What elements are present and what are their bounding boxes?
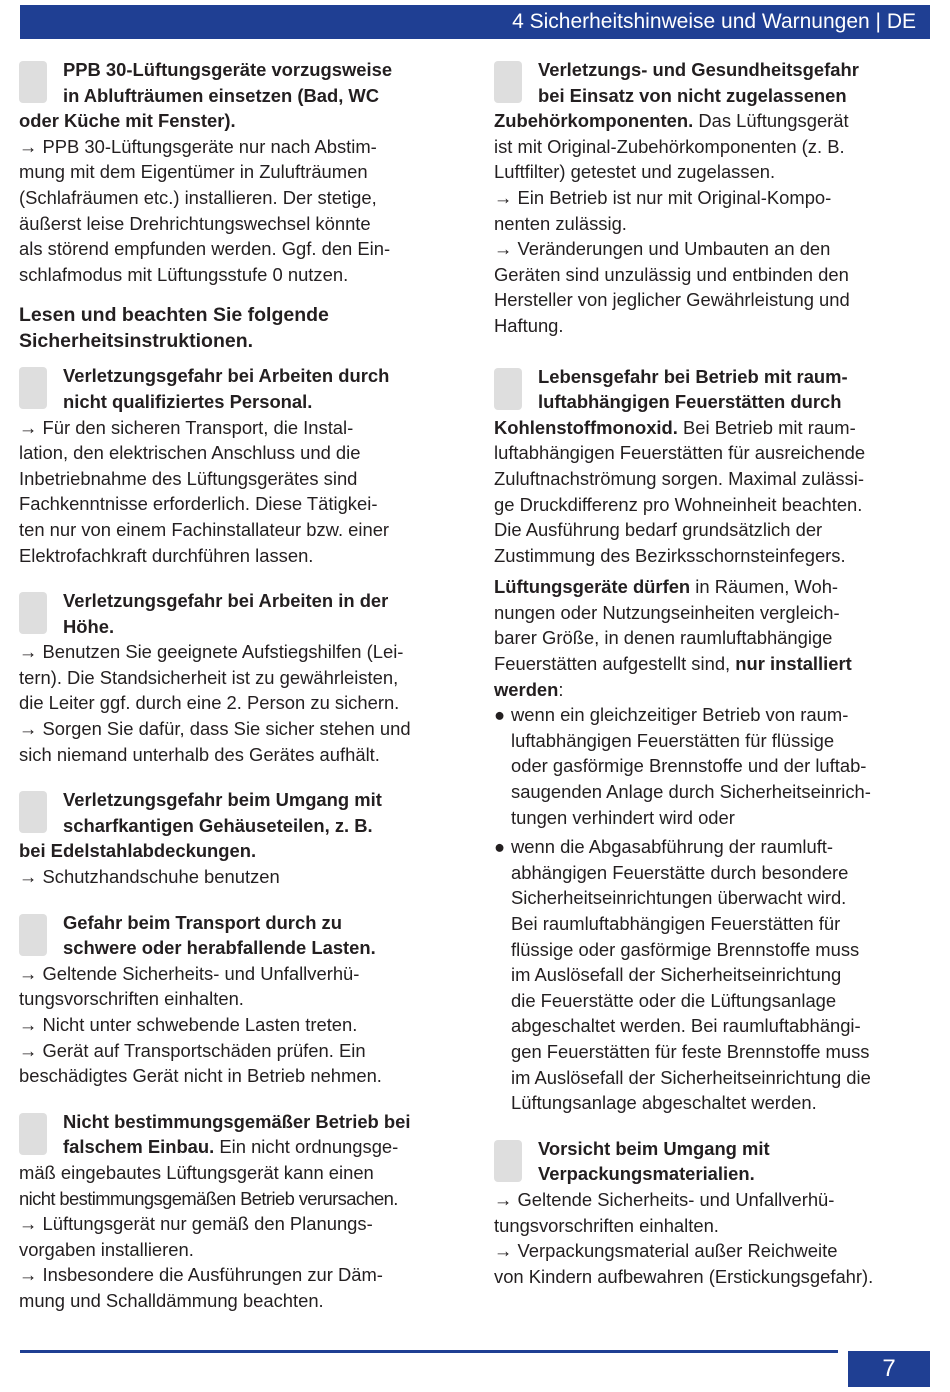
warning-packaging-materials xyxy=(494,1136,934,1290)
warning-title: Verletzungsgefahr bei Arbeiten durch nicht qualifiziertes Personal. xyxy=(63,365,390,412)
warning-heavy-loads xyxy=(19,910,459,1089)
warning-title: Lebensgefahr bei Betrieb mit raum- luftabhängigen Feuerstätten durch Kohlenstoffmonoxid. Bei Betrieb mit raum- xyxy=(494,365,856,438)
warning-symbol-icon xyxy=(19,61,47,103)
warning-body: → Benutzen Sie geeignete Aufstiegshilfen (Lei- tern). Die Standsicherheit ist zu gewährleisten, die Leiter ggf. durch eine 2. Person zu sichern. → Sorgen Sie dafür, dass Sie sicher stehen und sich niemand unterhalb des Gerätes aufhält. xyxy=(19,641,411,765)
left-column xyxy=(19,57,459,1314)
warning-body: → Geltende Sicherheits- und Unfallverhü- tungsvorschriften einhalten. → Verpackungsmaterial außer Reichweite von Kindern aufbewahren (Erstickungsgefahr). xyxy=(494,1188,874,1287)
warning-title: Gefahr beim Transport durch zu schwere oder herabfallende Lasten. xyxy=(63,911,376,959)
warning-body: → PPB 30-Lüftungsgeräte nur nach Abstim- mung mit dem Eigentümer in Zulufträumen (Schlafräumen etc.) installieren. Der stetige, äußerst leise Drehrichtungswechsel könnte als störend empfunden werden. Ggf. den Ein- schlafmodus mit Lüftungsstufe 0 nutzen. xyxy=(19,135,391,285)
warning-sharp-edges xyxy=(19,787,459,889)
warning-unapproved-accessories xyxy=(494,57,934,339)
warning-title: Verletzungs- und Gesundheitsgefahr bei Einsatz von nicht zugelassenen Zubehörkomponenten. Das Lüftungsgerät xyxy=(494,59,859,132)
warning-symbol-icon xyxy=(19,791,47,833)
warning-body: luftabhängigen Feuerstätten für ausreichende Zuluftnachströmung sorgen. Maximal zulässi- ge Druckdifferenz pro Wohneinheit beachten. Die Ausführung bedarf grundsätzlich der Zustimmung des Bezirksschornsteinfegers. xyxy=(494,442,866,566)
list-item: ● wenn die Abgasabführung der raumluft- abhängigen Feuerstätte durch besondere Sicherheitseinrichtungen überwacht wird. Bei raumluftabhängigen Feuerstätten für flüssige oder gasförmige Brennstoffe muss im Auslösefall der Sicherheitseinrichtung die Feuerstätte oder die Lüftungsanlage abgeschaltet werden. Bei raumluftabhängi- gen Feuerstätten für feste Brennstoffe muss im Auslösefall der Sicherheitseinrichtung die Lüftungsanlage abgeschaltet werden. xyxy=(494,836,871,1114)
list-item: ● wenn ein gleichzeitiger Betrieb von raum- luftabhängigen Feuerstätten für flüssige oder gasförmige Brennstoffe und der luftab- saugenden Anlage durch Sicherheitseinrich- tungen verhindert wird oder xyxy=(494,704,871,828)
footer-rule xyxy=(20,1350,838,1353)
warning-body: mäß eingebautes Lüftungsgerät kann einen nicht bestimmungsgemäßen Betrieb verursachen. → Lüftungsgerät nur gemäß den Planungs- vorgaben installieren. → Insbesondere die Ausführungen zur Däm- mung und Schalldämmung beachten. xyxy=(19,1161,398,1311)
bullet-icon: ● xyxy=(494,704,506,726)
warning-symbol-icon xyxy=(19,592,47,634)
warning-body: → Geltende Sicherheits- und Unfallverhü- tungsvorschriften einhalten. → Nicht unter schwebende Lasten treten. → Gerät auf Transportschäden prüfen. Ein beschädigtes Gerät nicht in Betrieb nehmen. xyxy=(19,962,382,1087)
warning-body: → Schutzhandschuhe benutzen xyxy=(19,866,280,888)
warning-title: Verletzungsgefahr beim Umgang mit scharfkantigen Gehäuseteilen, z. B. bei Edelstahlabdeckungen. xyxy=(19,789,382,862)
installation-conditions-paragraph: Lüftungsgeräte dürfen in Räumen, Woh- nungen oder Nutzungseinheiten vergleich- barer Größe, in denen raumluftabhängige Feuerstätten aufgestellt sind, nur installiert werden: xyxy=(494,576,852,700)
warning-symbol-icon xyxy=(494,61,522,103)
safety-instructions-intro: Lesen und beachten Sie folgende Sicherheitsinstruktionen. xyxy=(19,304,329,353)
header-bar xyxy=(20,5,930,39)
warning-incorrect-installation xyxy=(19,1109,459,1314)
warning-title: Vorsicht beim Umgang mit Verpackungsmaterialien. xyxy=(538,1137,770,1185)
warning-title: Verletzungsgefahr bei Arbeiten in der Höhe. xyxy=(63,590,389,637)
warning-symbol-icon xyxy=(494,368,522,410)
warning-title: Nicht bestimmungsgemäßer Betrieb bei falschem Einbau. Ein nicht ordnungsge- xyxy=(63,1110,411,1158)
right-column xyxy=(494,57,934,1289)
warning-symbol-icon xyxy=(494,1140,522,1182)
warning-body: ist mit Original-Zubehörkomponenten (z. B. Luftfilter) getestet und zugelassen. → Ein Betrieb ist nur mit Original-Kompo- nenten zulässig. → Veränderungen und Umbauten an den Geräten sind unzulässig und entbinden den Hersteller von jeglicher Gewährleistung und Haftung. xyxy=(494,135,850,336)
warning-title: PPB 30-Lüftungsgeräte vorzugsweise in Ablufträumen einsetzen (Bad, WC oder Küche mit Fenster). xyxy=(19,59,393,132)
warning-symbol-icon xyxy=(19,1113,47,1155)
bullet-icon: ● xyxy=(494,836,506,858)
section-title: 4 Sicherheitshinweise und Warnungen | DE xyxy=(512,10,916,33)
warning-carbon-monoxide xyxy=(494,364,934,569)
warning-body: → Für den sicheren Transport, die Instal- lation, den elektrischen Anschluss und die Inbetriebnahme des Lüftungsgerätes sind Fachkenntnisse erforderlich. Diese Tätigkei- ten nur von einem Fachinstallateur bzw. einer Elektrofachkraft durchführen lassen. xyxy=(19,416,390,566)
warning-unqualified-personnel xyxy=(19,363,459,568)
page-number: 7 xyxy=(848,1351,930,1387)
warning-symbol-icon xyxy=(19,367,47,409)
warning-working-at-height xyxy=(19,588,459,767)
warning-ppb-exhaust-rooms xyxy=(19,57,459,287)
warning-symbol-icon xyxy=(19,914,47,956)
